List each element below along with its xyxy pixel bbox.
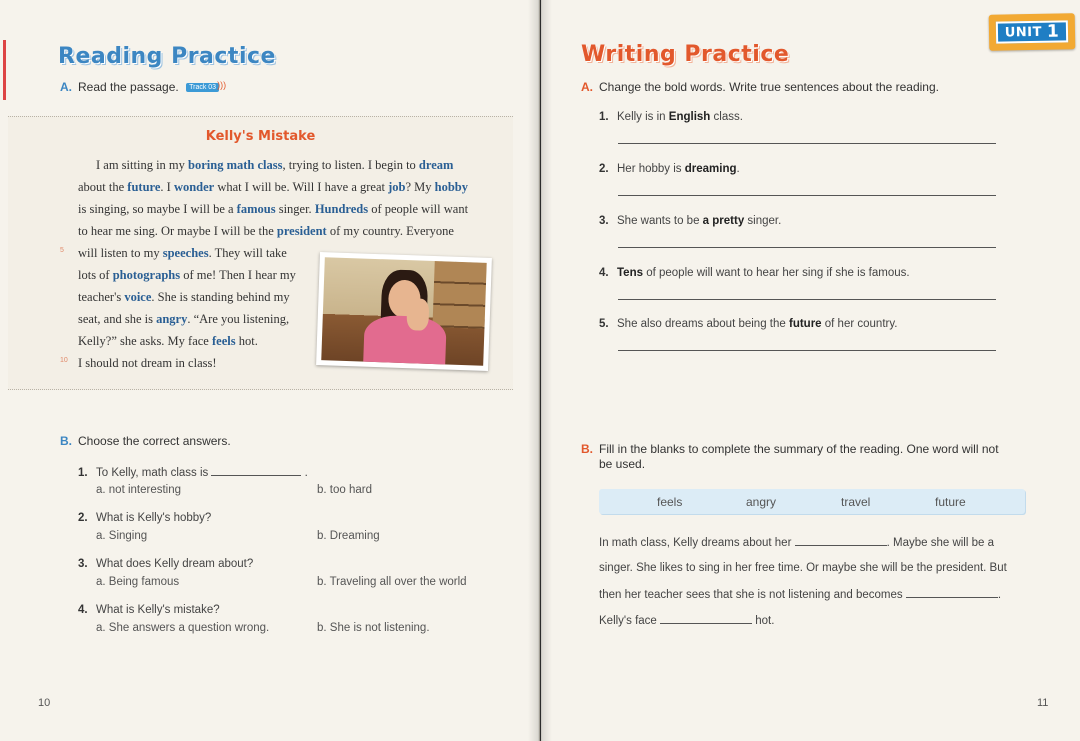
section-instruction: Fill in the blanks to complete the summary of the reading. One word will not: [599, 442, 999, 456]
passage-photo: [316, 252, 492, 371]
vocab-word: future: [127, 180, 161, 194]
vocab-word: hobby: [434, 180, 468, 194]
section-instruction-cont: be used.: [599, 457, 646, 471]
question: 1. To Kelly, math class is .: [78, 467, 308, 479]
passage-line: I am sitting in my boring math class, trying to listen. I begin to dream: [96, 158, 454, 172]
reading-practice-title: Reading Practice: [58, 44, 276, 69]
section-letter: A.: [60, 80, 72, 94]
vocab-word: voice: [124, 290, 152, 304]
option-a[interactable]: a. Being famous: [96, 576, 180, 588]
unit-badge: [989, 13, 1076, 50]
passage-line: I should not dream in class!: [78, 356, 217, 370]
section-a-heading: [581, 80, 939, 94]
word-bank: [599, 489, 1025, 514]
passage-line: teacher's voice. She is standing behind my: [78, 290, 290, 304]
summary-line: then her teacher sees that she is not listening and becomes .: [599, 589, 1002, 601]
option-a[interactable]: a. She answers a question wrong.: [96, 622, 270, 634]
answer-line[interactable]: [618, 143, 996, 144]
option-b[interactable]: b. She is not listening.: [317, 622, 430, 634]
vocab-word: boring math class: [188, 158, 283, 172]
answer-line[interactable]: [618, 350, 996, 351]
passage-line: lots of photographs of me! Then I hear my: [78, 268, 296, 282]
section-letter: B.: [60, 434, 72, 448]
rewrite-item: 4. Tens of people will want to hear her sing if she is famous.: [599, 267, 910, 279]
summary-blank[interactable]: [795, 536, 887, 546]
option-b[interactable]: b. Dreaming: [317, 530, 380, 542]
line-number: 5: [60, 247, 64, 254]
vocab-word: speeches: [162, 246, 209, 260]
vocab-word: famous: [236, 202, 276, 216]
reading-passage: [8, 116, 513, 390]
unit-number: 1: [1046, 21, 1060, 42]
passage-line: seat, and she is angry. “Are you listening,: [78, 312, 290, 326]
vocab-word: feels: [211, 334, 236, 348]
section-letter: A.: [581, 80, 593, 94]
right-page: [541, 0, 1080, 741]
word-bank-item: feels: [657, 495, 683, 509]
page-edge-marker: [3, 40, 6, 100]
audio-wave-icon: ))): [217, 80, 227, 90]
vocab-word: photographs: [112, 268, 181, 282]
summary-blank[interactable]: [906, 588, 998, 598]
answer-line[interactable]: [618, 247, 996, 248]
vocab-word: Hundreds: [314, 202, 369, 216]
page-number: 11: [1037, 697, 1049, 709]
rewrite-item: 1. Kelly is in English class.: [599, 111, 743, 123]
book-gutter: [528, 0, 552, 741]
vocab-word: wonder: [173, 180, 215, 194]
summary-blank[interactable]: [660, 614, 752, 624]
option-a[interactable]: a. not interesting: [96, 484, 182, 496]
question: 4. What is Kelly's mistake?: [78, 604, 220, 616]
option-a[interactable]: a. Singing: [96, 530, 148, 542]
answer-line[interactable]: [618, 195, 996, 196]
unit-label: UNIT: [1004, 24, 1043, 40]
vocab-word: president: [276, 224, 327, 238]
audio-track-badge[interactable]: Track 03: [186, 83, 219, 92]
answer-blank[interactable]: [211, 466, 301, 476]
passage-title: Kelly's Mistake: [205, 129, 316, 144]
summary-line: In math class, Kelly dreams about her . Maybe she will be a: [599, 537, 994, 549]
option-b[interactable]: b. Traveling all over the world: [317, 576, 467, 588]
passage-line: about the future. I wonder what I will be. Will I have a great job? My hobby: [78, 180, 468, 194]
section-letter: B.: [581, 442, 593, 456]
vocab-word: dream: [418, 158, 454, 172]
writing-practice-title: Writing Practice: [581, 42, 790, 67]
line-number: 10: [60, 357, 68, 364]
rewrite-item: 3. She wants to be a pretty singer.: [599, 215, 782, 227]
answer-line[interactable]: [618, 299, 996, 300]
section-b-heading: [60, 434, 231, 448]
section-instruction: Choose the correct answers.: [78, 434, 231, 448]
word-bank-item: travel: [841, 495, 871, 509]
passage-line: to hear me sing. Or maybe I will be the president of my country. Everyone: [78, 224, 454, 238]
section-a-heading: [60, 80, 226, 94]
rewrite-item: 5. She also dreams about being the future of her country.: [599, 318, 898, 330]
summary-line: Kelly's face hot.: [599, 615, 775, 627]
passage-line: is singing, so maybe I will be a famous singer. Hundreds of people will want: [78, 202, 469, 216]
option-b[interactable]: b. too hard: [317, 484, 372, 496]
question: 3. What does Kelly dream about?: [78, 558, 254, 570]
vocab-word: job: [388, 180, 406, 194]
question: 2. What is Kelly's hobby?: [78, 512, 212, 524]
page-number: 10: [38, 697, 51, 709]
section-instruction: Change the bold words. Write true sentences about the reading.: [599, 80, 939, 94]
rewrite-item: 2. Her hobby is dreaming.: [599, 163, 740, 175]
vocab-word: angry: [156, 312, 188, 326]
summary-line: singer. She likes to sing in her free time. Or maybe she will be the president. But: [599, 562, 1007, 574]
passage-line: Kelly?” she asks. My face feels hot.: [78, 334, 258, 348]
girl-daydreaming-image: [321, 257, 486, 366]
section-b-heading: [581, 442, 999, 472]
passage-line: will listen to my speeches. They will take: [78, 246, 287, 260]
word-bank-item: future: [935, 495, 966, 509]
section-instruction: Read the passage.: [78, 80, 179, 94]
word-bank-item: angry: [746, 495, 777, 509]
